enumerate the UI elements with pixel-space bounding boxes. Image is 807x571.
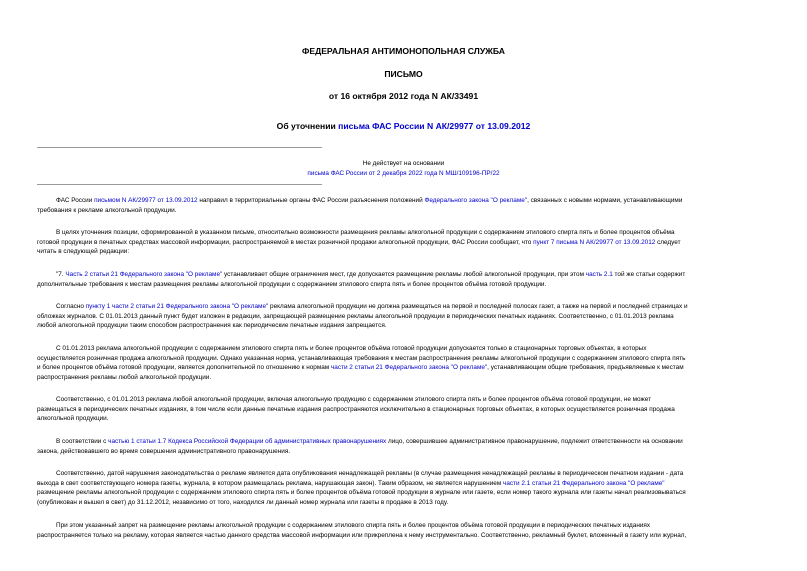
- paragraph-text: лицо, совершившее административное правонарушение, подлежит ответственности на основании: [386, 438, 683, 445]
- paragraph-line: [37, 270, 767, 280]
- legal-reference-link[interactable]: письмом N АК/29977 от 13.09.2012: [94, 197, 198, 204]
- paragraph-line: [37, 247, 767, 257]
- legal-reference-link[interactable]: частью 1 статьи 1.7 Кодекса Российской Федерации об административных правонарушениях: [108, 438, 387, 445]
- legal-reference-link[interactable]: части 2 статьи 21 Федерального закона "О рекламе": [330, 364, 488, 372]
- paragraph-text: реклама алкогольной продукции не должна размещаться на первой и последней полосах газет, а также на первой и последней страницах и: [268, 303, 688, 310]
- paragraph-text: распространения рекламы любой алкогольной продукции.: [37, 373, 212, 381]
- paragraph-text: В целях уточнения позиции, сформированной в указанном письме, относительно возможности размещения рекламы алкогольной продукции с содержанием этилового спирта пять и более процентов объёма: [56, 229, 675, 236]
- paragraph: [37, 344, 767, 382]
- agency-heading: ФЕДЕРАЛЬНАЯ АНТИМОНОПОЛЬНАЯ СЛУЖБА: [302, 46, 505, 56]
- paragraph-text: читать в следующей редакции:: [37, 248, 130, 256]
- referenced-letter-link[interactable]: письма ФАС России N АК/29977 от 13.09.2012: [338, 121, 531, 131]
- paragraph-line: [37, 531, 767, 541]
- paragraph-text: В соответствии с: [56, 438, 109, 445]
- paragraph: [37, 521, 767, 540]
- paragraph-text: , связанных с новыми нормами, устанавливающими: [527, 197, 683, 204]
- document-date-heading: от 16 октября 2012 года N АК/33491: [328, 91, 479, 101]
- legal-reference-link[interactable]: Часть 2 статьи 21 Федерального закона "О рекламе": [65, 271, 223, 278]
- paragraph-text: следует: [655, 238, 681, 246]
- paragraph-line: [37, 373, 767, 383]
- paragraph: [37, 395, 767, 424]
- paragraph-line: [37, 196, 767, 206]
- paragraph-text: При этом указанный запрет на размещение рекламы алкогольной продукции с содержанием этилового спирта пять и более процентов объёма готовой продукции в периодических печатных изданиях: [56, 522, 651, 529]
- status-note-bottom-rule: [37, 184, 322, 185]
- paragraph-text: той же статьи содержит: [612, 271, 686, 278]
- document-title: [0, 121, 807, 131]
- paragraph: [37, 437, 767, 456]
- paragraph-text: Соответственно, с 01.01.2013 реклама любой алкогольной продукции, включая алкогольную продукцию с содержанием этилового спирта пять и более процентов объёма готовой продукции, не может: [56, 396, 652, 403]
- paragraph-text: Соответственно, датой нарушения законодательства о рекламе является дата опубликования ненадлежащей рекламы (в случае размещения ненадлежащей рекламы в периодическом печатном издании - дата: [56, 470, 684, 477]
- paragraph-line: [37, 521, 767, 531]
- paragraph-line: [37, 479, 767, 489]
- paragraph-text: "7.: [56, 271, 66, 278]
- paragraph-text: готовой продукции в печатных средствах массовой информации, распространяемой в местах розничной продажи алкогольной продукции, ФАС России сообщает, что: [37, 238, 534, 246]
- paragraph: [37, 469, 767, 507]
- paragraph-line: [37, 280, 767, 290]
- paragraph-line: [37, 498, 767, 508]
- paragraph-text: любой алкогольной продукции таким способом распространения как периодические печатные издания запрещается.: [37, 322, 387, 330]
- paragraph-line: [37, 321, 767, 331]
- paragraph-line: [37, 405, 767, 415]
- paragraph-line: [37, 363, 767, 373]
- paragraph-line: [37, 312, 767, 322]
- paragraph-line: [37, 354, 767, 364]
- legal-reference-link[interactable]: Федерального закона "О рекламе": [424, 197, 528, 204]
- paragraph-line: [37, 344, 767, 354]
- paragraph-text: размещаться в периодических печатных изданиях, в том числе если данные печатные издания распространяются исключительно в стационарных торговых объектах, в которых осуществляется розничная продажа: [37, 405, 675, 413]
- paragraph-text: распространяется только на рекламу, которая является частью данного средства массовой информации или прикреплена к нему инструментально. Соответственно, рекламный буклет, вложенный в газету или журнал,: [37, 531, 687, 539]
- status-note: [0, 159, 807, 178]
- paragraph-text: устанавливает общие ограничения мест, где допускается размещение рекламы любой алкогольной продукции, при этом: [222, 271, 586, 278]
- paragraph-line: [37, 488, 767, 498]
- paragraph-text: обложках журналов. С 01.01.2013 данный пункт будет изложен в редакции, запрещающей размещение рекламы алкогольной продукции в периодических печатных изданиях. Соответственно, с 01.01.2013 реклама: [37, 312, 674, 320]
- paragraph: [37, 228, 767, 257]
- paragraph-text: и более процентов объёма готовой продукции, является дополнительной по отношению к нормам: [37, 364, 331, 372]
- document-type-heading: ПИСЬМО: [384, 69, 423, 79]
- paragraph-text: ФАС России: [56, 197, 95, 204]
- paragraph-text: осуществляется розничная продажа алкогольной продукции. Однако указанная норма, устанавливающая требования к местам распространения рекламы алкогольной продукции с содержанием этилового спирта пять: [37, 354, 686, 362]
- paragraph: [37, 302, 767, 331]
- paragraph-text: (опубликован и вышел в свет) до 31.12.2012, независимо от того, находился ли данный номер журнала или газеты в продаже в 2013 году.: [37, 498, 449, 506]
- paragraph: [37, 270, 767, 289]
- paragraph-text: С 01.01.2013 реклама алкогольной продукции с содержанием этилового спирта пять и более процентов объёма готовой продукции допускается только в стационарных торговых объектах, в которых: [56, 345, 647, 352]
- paragraph-line: [37, 395, 767, 405]
- paragraph-line: [37, 302, 767, 312]
- legal-reference-link[interactable]: пункт 7 письма N АК/29977 от 13.09.2012: [533, 238, 656, 246]
- paragraph-line: [37, 469, 767, 479]
- legal-reference-link[interactable]: пункту 1 части 2 статьи 21 Федерального закона "О рекламе": [85, 303, 269, 310]
- paragraph-text: закона, действовавшего во время совершения административного правонарушения.: [37, 447, 291, 455]
- paragraph-text: Согласно: [56, 303, 86, 310]
- legal-reference-link[interactable]: часть 2.1: [585, 271, 613, 278]
- paragraph-text: выхода в свет соответствующего номера газеты, журнала, в котором размещалась реклама, нарушающая закон). Таким образом, не является нарушением: [37, 479, 503, 487]
- paragraph-line: [37, 447, 767, 457]
- status-note-top-rule: [37, 147, 322, 148]
- paragraph-text: размещение рекламы алкогольной продукции с содержанием этилового спирта пять и более процентов объёма готовой продукции в журнале или газете, если номер такого журнала или газеты начал реализовываться: [37, 489, 686, 497]
- paragraph-line: [37, 414, 767, 424]
- status-note-link[interactable]: письма ФАС России от 2 декабря 2022 года N МШ/109196-ПР/22: [307, 169, 500, 177]
- paragraph-text: направил в территориальные органы ФАС России разъяснения положений: [197, 197, 425, 204]
- paragraph-line: [37, 238, 767, 248]
- paragraph-text: алкогольной продукции.: [37, 415, 109, 423]
- paragraph-text: требования к рекламе алкогольной продукции.: [37, 206, 177, 214]
- paragraph-text: дополнительные требования к местам размещения рекламы алкогольной продукции с содержанием этилового спирта пять и более процентов объёма готовой продукции.: [37, 280, 547, 288]
- paragraph: [37, 196, 767, 215]
- document-title-prefix: Об уточнении: [276, 121, 339, 131]
- legal-reference-link[interactable]: части 2.1 статьи 21 Федерального закона "О рекламе": [503, 479, 665, 487]
- status-note-text: Не действует на основании: [362, 160, 445, 167]
- paragraph-line: [37, 437, 767, 447]
- paragraph-line: [37, 206, 767, 216]
- paragraph-text: , устанавливающим общие требования, предъявляемые к местам: [487, 364, 684, 372]
- paragraph-line: [37, 228, 767, 238]
